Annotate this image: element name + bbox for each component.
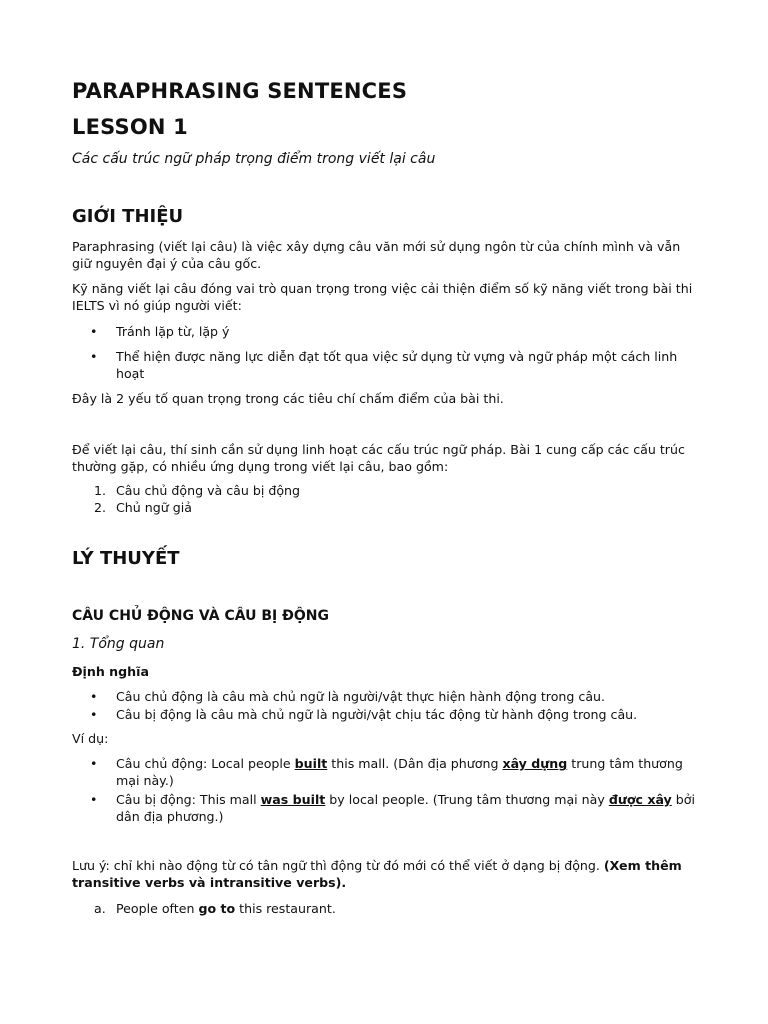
text-run: this restaurant. <box>235 901 336 916</box>
overview-subheading: 1. Tổng quan <box>72 636 165 652</box>
intro-paragraph-2: Kỹ năng viết lại câu đóng vai trò quan trọng trong việc cải thiện điểm số kỹ năng viết trong bài thi IELTS vì nó giúp người viết: <box>72 281 693 313</box>
bullet-marker: • <box>90 349 98 364</box>
lesson-title: LESSON 1 <box>72 115 188 139</box>
definition-label: Định nghĩa <box>72 664 149 679</box>
example-active-text <box>116 755 698 789</box>
list-item-text: Thể hiện được năng lực diễn đạt tốt qua việc sử dụng từ vựng và ngữ pháp một cách linh hoạt <box>116 349 678 381</box>
number-marker: 2. <box>94 500 107 515</box>
emphasis-run: go to <box>198 901 236 916</box>
bullet-marker: • <box>90 689 98 704</box>
document-title: PARAPHRASING SENTENCES <box>72 79 408 103</box>
bullet-marker: • <box>90 756 98 771</box>
intro-paragraph-1: Paraphrasing (viết lại câu) là việc xây dựng câu văn mới sử dụng ngôn từ của chính mình và vẫn giữ nguyên đại ý của câu gốc. <box>72 239 681 271</box>
list-item <box>72 706 698 723</box>
text-run: Lưu ý: chỉ khi nào động từ có tân ngữ thì động từ đó mới có thể viết ở dạng bị động. <box>72 858 604 873</box>
bullet-marker: • <box>90 324 98 339</box>
lettered-item-text <box>116 900 698 917</box>
numbered-item-text: Chủ ngữ giả <box>116 500 192 515</box>
example-active-item <box>72 755 698 789</box>
numbered-item <box>72 482 698 499</box>
intro-heading: GIỚI THIỆU <box>72 206 184 227</box>
emphasis-run: was built <box>260 792 326 807</box>
text-run: by local people. (Trung tâm thương mại này <box>325 792 609 807</box>
list-item-text: Câu chủ động là câu mà chủ ngữ là người/vật thực hiện hành động trong câu. <box>116 689 606 704</box>
example-passive-text <box>116 791 698 825</box>
letter-marker: a. <box>94 901 106 916</box>
emphasis-run: (Xem thêm transitive verbs và intransitive verbs). <box>72 858 682 890</box>
example-passive-item <box>72 791 698 825</box>
list-item <box>72 323 698 340</box>
note-paragraph <box>72 857 698 891</box>
bullet-marker: • <box>90 792 98 807</box>
emphasis-run: built <box>294 756 328 771</box>
intro-paragraph-4: Để viết lại câu, thí sinh cần sử dụng linh hoạt các cấu trúc ngữ pháp. Bài 1 cung cấp các cấu trúc thường gặp, có nhiều ứng dụng trong viết lại câu, bao gồm: <box>72 442 685 474</box>
text-run: People often <box>116 901 199 916</box>
emphasis-run: được xây <box>608 792 672 807</box>
numbered-item-text: Câu chủ động và câu bị động <box>116 483 301 498</box>
numbered-item <box>72 499 698 516</box>
list-item <box>72 688 698 705</box>
text-run: Câu bị động: This mall <box>116 792 261 807</box>
intro-paragraph-3: Đây là 2 yếu tố quan trọng trong các tiêu chí chấm điểm của bài thi. <box>72 391 504 406</box>
list-item-text: Tránh lặp từ, lặp ý <box>116 324 230 339</box>
document-subtitle: Các cấu trúc ngữ pháp trọng điểm trong viết lại câu <box>72 151 436 167</box>
example-label: Ví dụ: <box>72 731 109 746</box>
number-marker: 1. <box>94 483 107 498</box>
bullet-marker: • <box>90 707 98 722</box>
list-item <box>72 348 698 382</box>
text-run: Câu chủ động: Local people <box>116 756 295 771</box>
emphasis-run: xây dựng <box>502 756 568 771</box>
lettered-item <box>72 900 698 917</box>
text-run: this mall. (Dân địa phương <box>327 756 503 771</box>
text-run: bởi dân địa phương.) <box>116 792 695 824</box>
list-item-text: Câu bị động là câu mà chủ ngữ là người/vật chịu tác động từ hành động trong câu. <box>116 707 638 722</box>
text-run: trung tâm thương mại này.) <box>116 756 683 788</box>
section-heading: CÂU CHỦ ĐỘNG VÀ CÂU BỊ ĐỘNG <box>72 608 329 624</box>
theory-heading: LÝ THUYẾT <box>72 548 180 569</box>
